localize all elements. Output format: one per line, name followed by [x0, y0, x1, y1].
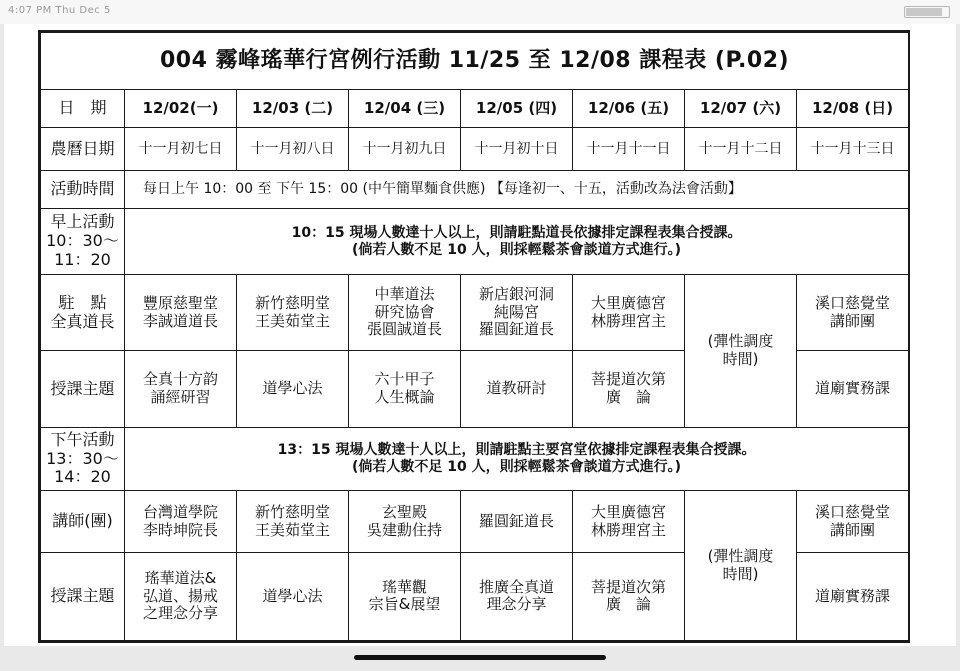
activity-time-row — [41, 170, 909, 208]
morning-host: 大里廣德宮 林勝理宮主 — [573, 274, 685, 350]
afternoon-topic: 瑤華道法& 弘道、揚戒 之理念分享 — [125, 552, 237, 640]
morning-host: 豐原慈聖堂 李誠道道長 — [125, 274, 237, 350]
date-cell: 12/03 (二) — [237, 90, 349, 128]
morning-topic: 六十甲子 人生概論 — [349, 351, 461, 427]
afternoon-host: 羅圓鉦道長 — [461, 491, 573, 553]
date-cell: 12/07 (六) — [685, 90, 797, 128]
status-time: 4:07 PM Thu Dec 5 — [8, 5, 111, 16]
lunar-cell: 十一月十二日 — [685, 128, 797, 170]
page-title: 004 霧峰瑤華行宮例行活動 11/25 至 12/08 課程表 (P.02) — [41, 33, 909, 90]
afternoon-topic: 道廟實務課 — [797, 552, 909, 640]
battery-icon — [904, 6, 950, 18]
morning-host-label: 駐 點 全真道長 — [41, 274, 125, 350]
date-row — [41, 90, 909, 128]
date-cell: 12/02(一) — [125, 90, 237, 128]
activity-time-text: 每日上午 10：00 至 下午 15：00 (中午簡單麵食供應) 【每逢初一、十五，活動改為法會活動】 — [125, 170, 909, 208]
afternoon-host-row — [41, 491, 909, 553]
lunar-cell: 十一月初十日 — [461, 128, 573, 170]
afternoon-flex-time: (彈性調度 時間) — [685, 491, 797, 641]
morning-note-row — [41, 209, 909, 275]
lunar-cell: 十一月十一日 — [573, 128, 685, 170]
morning-host: 溪口慈覺堂 講師團 — [797, 274, 909, 350]
schedule-table — [40, 32, 909, 641]
date-cell: 12/08 (日) — [797, 90, 909, 128]
afternoon-topic-label: 授課主題 — [41, 552, 125, 640]
afternoon-host: 台灣道學院 李時坤院長 — [125, 491, 237, 553]
morning-topic: 菩提道次第 廣 論 — [573, 351, 685, 427]
afternoon-topic: 推廣全真道 理念分享 — [461, 552, 573, 640]
morning-flex-time: (彈性調度 時間) — [685, 274, 797, 427]
status-bar — [0, 0, 960, 24]
morning-host: 新竹慈明堂 王美茹堂主 — [237, 274, 349, 350]
lunar-cell: 十一月十三日 — [797, 128, 909, 170]
title-row — [41, 33, 909, 90]
morning-topic: 全真十方韵 誦經研習 — [125, 351, 237, 427]
afternoon-host: 溪口慈覺堂 講師團 — [797, 491, 909, 553]
morning-topic: 道教研討 — [461, 351, 573, 427]
date-cell: 12/05 (四) — [461, 90, 573, 128]
afternoon-topic: 道學心法 — [237, 552, 349, 640]
home-indicator[interactable] — [354, 655, 606, 660]
morning-topic: 道學心法 — [237, 351, 349, 427]
afternoon-host: 新竹慈明堂 王美茹堂主 — [237, 491, 349, 553]
activity-time-label: 活動時間 — [41, 170, 125, 208]
morning-host: 新店銀河洞 純陽宮 羅圓鉦道長 — [461, 274, 573, 350]
date-cell: 12/06 (五) — [573, 90, 685, 128]
morning-label: 早上活動 10：30～ 11：20 — [41, 209, 125, 275]
morning-topic-label: 授課主題 — [41, 351, 125, 427]
date-label: 日 期 — [41, 90, 125, 128]
lunar-row — [41, 128, 909, 170]
afternoon-topic: 菩提道次第 廣 論 — [573, 552, 685, 640]
afternoon-host-label: 講師(團) — [41, 491, 125, 553]
lunar-cell: 十一月初九日 — [349, 128, 461, 170]
morning-host-row — [41, 274, 909, 350]
afternoon-host: 大里廣德宮 林勝理宮主 — [573, 491, 685, 553]
date-cell: 12/04 (三) — [349, 90, 461, 128]
lunar-cell: 十一月初八日 — [237, 128, 349, 170]
afternoon-topic: 瑤華觀 宗旨&展望 — [349, 552, 461, 640]
schedule-table-frame — [38, 30, 910, 643]
morning-note: 10：15 現場人數達十人以上，則請駐點道長依據排定課程表集合授課。 (倘若人數不足 10 人，則採輕鬆茶會談道方式進行。) — [125, 209, 909, 275]
morning-host: 中華道法 研究協會 張圓誠道長 — [349, 274, 461, 350]
afternoon-label: 下午活動 13：30～ 14：20 — [41, 427, 125, 491]
afternoon-note: 13：15 現場人數達十人以上，則請駐點主要宮堂依據排定課程表集合授課。 (倘若人數不足 10 人，則採輕鬆茶會談道方式進行。) — [125, 427, 909, 491]
lunar-cell: 十一月初七日 — [125, 128, 237, 170]
afternoon-host: 玄聖殿 吳建勳住持 — [349, 491, 461, 553]
afternoon-note-row — [41, 427, 909, 491]
lunar-label: 農曆日期 — [41, 128, 125, 170]
morning-topic: 道廟實務課 — [797, 351, 909, 427]
